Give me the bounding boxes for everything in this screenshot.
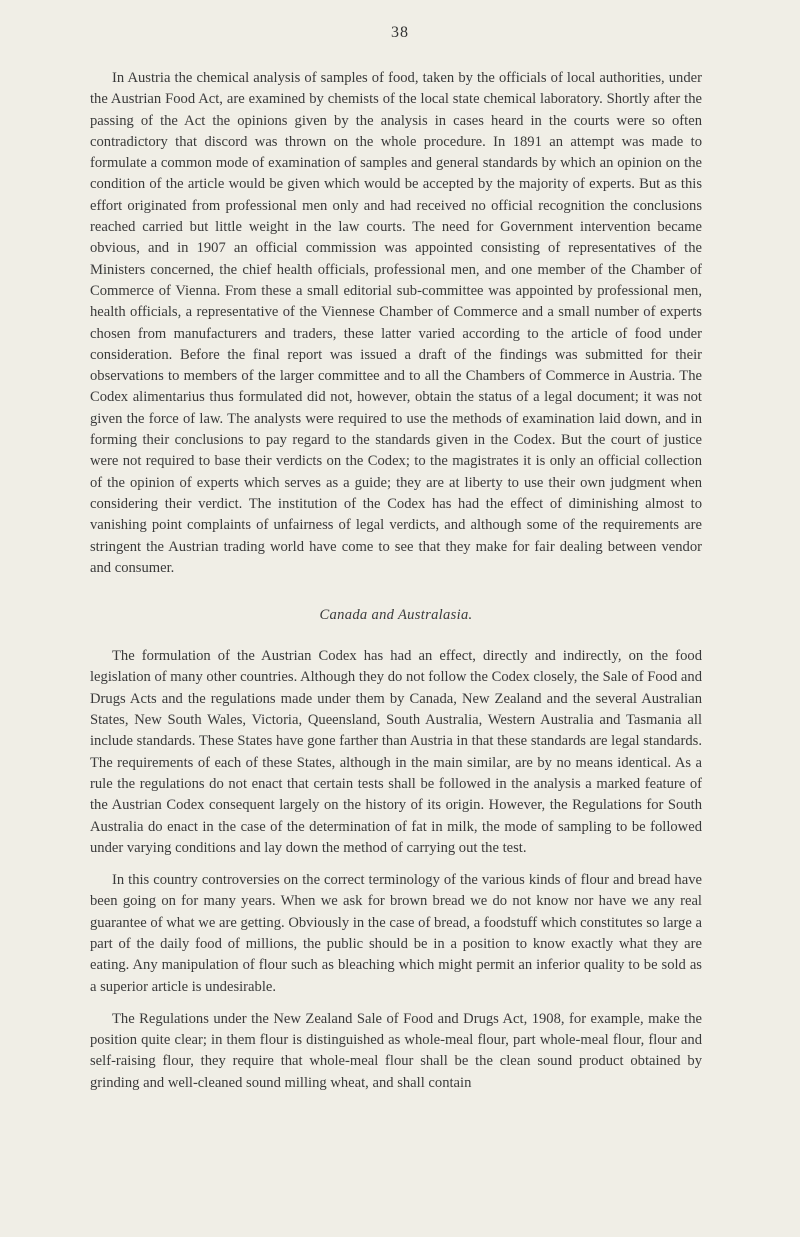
paragraph-new-zealand: The Regulations under the New Zealand Sale of Food and Drugs Act, 1908, for example, make the position quite clear; in them flour is distinguished as whole-meal flour, part whole-meal flour, flour and self-raising flour, they require that whole-meal flour shall be the clean sound product obtained by grinding and well-cleaned sound milling wheat, and shall contain: [90, 1010, 702, 1091]
paragraph-codex-influence: The formulation of the Austrian Codex has had an effect, directly and indirectly, on the food legislation of many other countries. Although they do not follow the Codex closely, the Sale of Food and Drugs Acts and the regulations made under them by Canada, New Zealand and the several Australian States, New South Wales, Victoria, Queensland, South Australia, Western Australia and Tasmania all include standards. These States have gone farther than Austria in that these standards are legal standards. The requirements of each of these States, although in the main similar, are by no means identical. As a rule the regulations do not enact that certain tests shall be followed in the analysis a marked feature of the Austrian Codex consequent largely on the history of its origin. However, the Regulations for South Australia do enact in the case of the determination of fat in milk, the mode of sampling to be followed under varying conditions and lay down the method of carrying out the test.: [90, 648, 702, 856]
page-body: [90, 68, 702, 1094]
paragraph-austria: In Austria the chemical analysis of samples of food, taken by the officials of local authorities, under the Austrian Food Act, are examined by chemists of the local state chemical laboratory. Shortly after the passing of the Act the opinions given by the analysis in cases heard in the courts were so often contradictory that discord was thrown on the whole procedure. In 1891 an attempt was made to formulate a common mode of examination of samples and general standards by which an opinion on the condition of the article would be given which would be accepted by the majority of experts. But as this effort originated from professional men only and had received no official recognition the conclusions reached carried but little weight in the law courts. The need for Government intervention became obvious, and in 1907 an official commission was appointed consisting of representatives of the Ministers concerned, the chief health officials, professional men, and one member of the Chamber of Commerce of Vienna. From these a small editorial sub-committee was appointed by professional men, health officials, a representative of the Viennese Chamber of Commerce and a small number of experts chosen from manufacturers and traders, these latter varied according to the article of food under consideration. Before the final report was issued a draft of the findings was submitted for their observations to members of the larger committee and to all the Chambers of Commerce in Austria. The Codex alimentarius thus formulated did not, however, obtain the status of a legal document; it was not given the force of law. The analysts were required to use the methods of examination laid down, and in forming their conclusions to pay regard to the standards given in the Codex. But the court of justice were not required to base their verdicts on the Codex; to the magistrates it is only an official collection of the opinion of experts which serves as a guide; they are at liberty to use their own judgment when considering their verdict. The institution of the Codex has had the effect of diminishing almost to vanishing point complaints of unfairness of legal verdicts, and although some of the requirements are stringent the Austrian trading world have come to see that they make for fair dealing between vendor and consumer.: [90, 70, 702, 576]
section-heading: Canada and Australasia.: [319, 607, 473, 624]
paragraph-flour-bread: In this country controversies on the correct terminology of the various kinds of flour and bread have been going on for many years. When we ask for brown bread we do not know nor have we any real guarantee of what we are getting. Obviously in the case of bread, a foodstuff which constitutes so large a part of the daily food of millions, the public should be in a position to know exactly what they are eating. Any manipulation of flour such as bleaching which might permit an inferior quality to be sold as a superior article is undesirable.: [90, 872, 702, 995]
page-number: 38: [391, 24, 409, 41]
